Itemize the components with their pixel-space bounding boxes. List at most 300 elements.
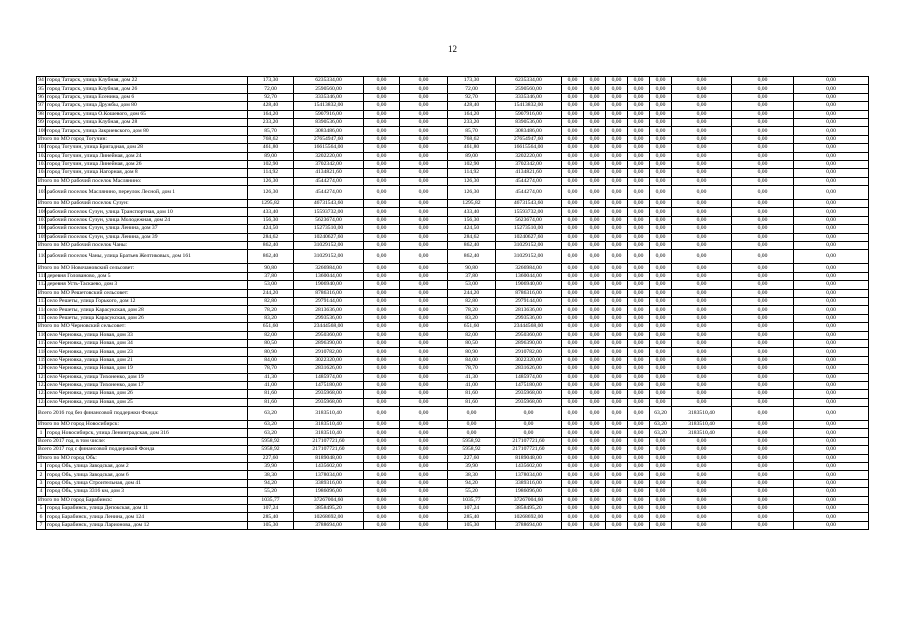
value-cell: 0,00 (448, 429, 496, 437)
value-cell: 0,00 (606, 496, 628, 504)
value-cell: 0,00 (400, 177, 448, 185)
value-cell: 3788694,00 (496, 521, 562, 529)
value-cell: 0,00 (606, 314, 628, 322)
table-row (37, 297, 869, 305)
value-cell: 217107721,60 (496, 446, 562, 454)
value-cell: 2950360,00 (294, 331, 364, 339)
row-number: 114 (38, 306, 47, 313)
row-number: 2 (37, 471, 46, 479)
value-cell: 0,00 (562, 437, 584, 445)
value-cell: 0,00 (650, 513, 672, 521)
value-cell: 0,00 (794, 437, 869, 445)
value-cell: 0,00 (584, 339, 606, 347)
value-cell: 164,20 (248, 110, 294, 118)
value-cell: 4544274,00 (294, 177, 364, 185)
value-cell: 1475180,00 (496, 381, 562, 389)
table-row (37, 513, 869, 521)
value-cell: 0,00 (672, 216, 732, 224)
value-cell: 0,00 (584, 356, 606, 364)
subtotal-row (37, 135, 869, 143)
value-cell: 3202220,00 (294, 152, 364, 160)
value-cell: 1035,77 (248, 496, 294, 504)
value-cell: 6235334,00 (294, 77, 364, 85)
address-cell: город Обь, улица Заводская, дом 6 (46, 471, 248, 479)
row-label: Итого по МО рабочий поселок Маслянино: (37, 177, 248, 185)
value-cell: 651,60 (248, 323, 294, 331)
value-cell: 0,00 (606, 118, 628, 126)
value-cell: 0,00 (606, 488, 628, 496)
value-cell: 3022320,00 (496, 356, 562, 364)
value-cell: 0,00 (672, 110, 732, 118)
value-cell: 0,00 (628, 365, 650, 373)
value-cell: 1360044,00 (294, 272, 364, 280)
value-cell: 0,00 (562, 93, 584, 101)
value-cell: 105,30 (448, 521, 496, 529)
table-row (37, 144, 869, 152)
value-cell: 0,00 (606, 110, 628, 118)
value-cell: 0,00 (606, 323, 628, 331)
subtotal-row (37, 289, 869, 297)
value-cell: 0,00 (584, 200, 606, 208)
value-cell: 0,00 (794, 297, 869, 305)
value-cell: 0,00 (650, 289, 672, 297)
value-cell: 0,00 (364, 421, 400, 429)
value-cell: 0,00 (672, 77, 732, 85)
value-cell: 0,00 (562, 297, 584, 305)
value-cell: 63,20 (248, 429, 294, 437)
value-cell: 0,00 (364, 437, 400, 445)
value-cell: 0,00 (628, 110, 650, 118)
value-cell: 0,00 (562, 186, 584, 200)
address-cell: город Татарск, улица Клубная, дом 26 (46, 85, 248, 93)
value-cell: 1906940,00 (294, 281, 364, 289)
row-number: 111 (38, 273, 46, 279)
value-cell: 0,00 (650, 446, 672, 454)
value-cell: 862,40 (448, 242, 496, 250)
value-cell: 8786316,00 (496, 289, 562, 297)
value-cell: 0,00 (732, 437, 794, 445)
value-cell: 0,00 (562, 348, 584, 356)
value-cell: 0,00 (794, 169, 869, 177)
value-cell: 0,00 (400, 314, 448, 322)
value-cell: 0,00 (672, 177, 732, 185)
value-cell: 0,00 (364, 513, 400, 521)
value-cell: 3702342,00 (294, 160, 364, 168)
table-row (37, 110, 869, 118)
value-cell: 0,00 (794, 381, 869, 389)
value-cell: 0,00 (650, 488, 672, 496)
value-cell: 0,00 (628, 272, 650, 280)
value-cell: 0,00 (400, 331, 448, 339)
value-cell: 15413832,00 (496, 102, 562, 110)
subtotal-row (37, 264, 869, 272)
value-cell: 0,00 (732, 521, 794, 529)
value-cell: 0,00 (584, 454, 606, 462)
value-cell: 0,00 (584, 390, 606, 398)
table-row (37, 186, 869, 200)
value-cell: 0,00 (628, 160, 650, 168)
value-cell: 0,00 (606, 85, 628, 93)
address-cell: рабочий поселок Маслянино, переулок Лесной, дом 1 (46, 186, 248, 200)
value-cell: 126,30 (448, 186, 496, 200)
value-cell: 0,00 (400, 521, 448, 529)
value-cell: 5958,92 (248, 437, 294, 445)
value-cell: 4134821,60 (294, 169, 364, 177)
address-cell: город Тогучин, улица Линейная, дом 26 (46, 160, 248, 168)
value-cell: 0,00 (628, 127, 650, 135)
value-cell: 0,00 (584, 85, 606, 93)
value-cell: 0,00 (628, 152, 650, 160)
value-cell: 0,00 (496, 421, 562, 429)
value-cell: 0,00 (794, 281, 869, 289)
value-cell: 0,00 (628, 85, 650, 93)
value-cell: 0,00 (400, 85, 448, 93)
value-cell: 0,00 (400, 118, 448, 126)
value-cell: 0,00 (364, 135, 400, 143)
value-cell: 0,00 (364, 348, 400, 356)
value-cell: 0,00 (794, 250, 869, 264)
value-cell: 0,00 (562, 323, 584, 331)
value-cell: 0,00 (562, 127, 584, 135)
value-cell: 0,00 (562, 289, 584, 297)
value-cell: 0,00 (606, 306, 628, 314)
value-cell: 0,00 (794, 398, 869, 406)
value-cell: 1435602,00 (496, 463, 562, 471)
value-cell: 0,00 (400, 365, 448, 373)
row-label: Итого по МО рабочий поселок Чаны: (37, 242, 248, 250)
value-cell: 0,00 (400, 479, 448, 487)
value-cell: 1485974,00 (496, 373, 562, 381)
value-cell: 3183510,40 (672, 407, 732, 421)
value-cell: 5958,92 (448, 437, 496, 445)
value-cell: 0,00 (606, 135, 628, 143)
value-cell: 0,00 (650, 365, 672, 373)
value-cell: 0,00 (732, 85, 794, 93)
value-cell: 0,00 (794, 264, 869, 272)
table-row (37, 127, 869, 135)
value-cell: 0,00 (732, 216, 794, 224)
value-cell: 0,00 (562, 488, 584, 496)
value-cell: 63,20 (650, 429, 672, 437)
value-cell: 0,00 (584, 242, 606, 250)
value-cell: 0,00 (400, 297, 448, 305)
value-cell: 0,00 (606, 289, 628, 297)
table-row (37, 488, 869, 496)
row-number: 101 (38, 144, 47, 151)
value-cell: 0,00 (606, 446, 628, 454)
value-cell: 0,00 (650, 77, 672, 85)
value-cell: 0,00 (732, 297, 794, 305)
value-cell: 0,00 (672, 118, 732, 126)
value-cell: 0,00 (650, 160, 672, 168)
value-cell: 227,60 (248, 454, 294, 462)
value-cell: 0,00 (400, 504, 448, 512)
value-cell: 31029152,00 (294, 242, 364, 250)
value-cell: 0,00 (584, 446, 606, 454)
value-cell: 0,00 (732, 250, 794, 264)
value-cell: 0,00 (606, 365, 628, 373)
address-cell: рабочий поселок Сузун, улица Ленина, дом 39 (46, 233, 248, 241)
value-cell: 0,00 (794, 513, 869, 521)
value-cell: 0,00 (606, 208, 628, 216)
value-cell: 0,00 (364, 200, 400, 208)
address-cell: город Обь, улица 3316 км, дом 3 (46, 488, 248, 496)
value-cell: 244,20 (448, 289, 496, 297)
value-cell: 0,00 (606, 429, 628, 437)
value-cell: 0,00 (732, 356, 794, 364)
value-cell: 0,00 (584, 127, 606, 135)
value-cell: 0,00 (794, 463, 869, 471)
value-cell: 0,00 (650, 496, 672, 504)
value-cell: 0,00 (794, 272, 869, 280)
table-row (37, 118, 869, 126)
value-cell: 23444568,00 (496, 323, 562, 331)
value-cell: 0,00 (628, 504, 650, 512)
table-row (37, 521, 869, 529)
value-cell: 0,00 (794, 110, 869, 118)
value-cell: 0,00 (672, 200, 732, 208)
value-cell: 10268692,00 (294, 513, 364, 521)
value-cell: 0,00 (584, 264, 606, 272)
value-cell: 0,00 (562, 225, 584, 233)
row-number: 3 (37, 479, 46, 487)
value-cell: 0,00 (562, 496, 584, 504)
value-cell: 0,00 (400, 348, 448, 356)
value-cell: 15593732,00 (294, 208, 364, 216)
value-cell: 0,00 (650, 264, 672, 272)
value-cell: 0,00 (672, 521, 732, 529)
value-cell: 0,00 (732, 429, 794, 437)
value-cell: 41,00 (448, 381, 496, 389)
value-cell: 0,00 (364, 160, 400, 168)
value-cell: 0,00 (794, 407, 869, 421)
value-cell: 0,00 (364, 488, 400, 496)
address-cell: рабочий поселок Сузун, улица Молодежная, дом 24 (46, 216, 248, 224)
value-cell: 0,00 (364, 127, 400, 135)
value-cell: 0,00 (364, 521, 400, 529)
value-cell: 107,24 (448, 504, 496, 512)
value-cell: 0,00 (584, 314, 606, 322)
address-cell: город Татарск, улица Есенина, дом 6 (46, 93, 248, 101)
value-cell: 0,00 (400, 463, 448, 471)
value-cell: 1360044,00 (496, 272, 562, 280)
value-cell: 0,00 (672, 250, 732, 264)
value-cell: 0,00 (400, 289, 448, 297)
value-cell: 0,00 (606, 390, 628, 398)
value-cell: 0,00 (400, 127, 448, 135)
value-cell: 0,00 (650, 521, 672, 529)
value-cell: 0,00 (562, 407, 584, 421)
row-number: 122 (38, 382, 47, 389)
value-cell: 0,00 (400, 471, 448, 479)
value-cell: 0,00 (364, 365, 400, 373)
value-cell: 2950360,00 (496, 331, 562, 339)
value-cell: 0,00 (400, 216, 448, 224)
address-cell: село Черновка, улица Новая, дом 23 (46, 348, 248, 356)
value-cell: 0,00 (606, 356, 628, 364)
value-cell: 2813636,00 (294, 306, 364, 314)
value-cell: 0,00 (672, 93, 732, 101)
value-cell: 0,00 (562, 454, 584, 462)
value-cell: 0,00 (650, 348, 672, 356)
value-cell: 39,90 (248, 463, 294, 471)
value-cell: 0,00 (732, 118, 794, 126)
value-cell: 0,00 (400, 186, 448, 200)
value-cell: 2896390,00 (496, 339, 562, 347)
value-cell: 0,00 (584, 421, 606, 429)
value-cell: 0,00 (650, 135, 672, 143)
value-cell: 114,92 (448, 169, 496, 177)
address-cell: город Татарск, улица Закриевского, дом 80 (46, 127, 248, 135)
value-cell: 0,00 (650, 323, 672, 331)
value-cell: 81,60 (448, 390, 496, 398)
value-cell: 92,70 (448, 93, 496, 101)
value-cell: 78,70 (448, 365, 496, 373)
subtotal-row (37, 242, 869, 250)
value-cell: 31029152,00 (496, 250, 562, 264)
value-cell: 0,00 (584, 429, 606, 437)
value-cell: 63,20 (248, 421, 294, 429)
value-cell: 80,50 (248, 339, 294, 347)
value-cell: 0,00 (650, 471, 672, 479)
value-cell: 0,00 (672, 446, 732, 454)
value-cell: 5907916,00 (496, 110, 562, 118)
value-cell: 3702342,00 (496, 160, 562, 168)
value-cell: 2910782,00 (496, 348, 562, 356)
value-cell: 0,00 (400, 381, 448, 389)
value-cell: 0,00 (732, 169, 794, 177)
row-number: 95 (38, 85, 44, 92)
value-cell: 0,00 (650, 110, 672, 118)
row-number: 94 (38, 77, 44, 84)
value-cell: 0,00 (562, 398, 584, 406)
table-row (37, 272, 869, 280)
value-cell: 0,00 (584, 110, 606, 118)
value-cell: 0,00 (584, 225, 606, 233)
value-cell: 0,00 (364, 314, 400, 322)
value-cell: 0,00 (400, 233, 448, 241)
value-cell: 0,00 (628, 242, 650, 250)
address-cell: город Тогучин, улица Линейная, дом 24 (46, 152, 248, 160)
address-cell: город Татарск, улица Клубная, дом 22 (46, 77, 248, 85)
table-row (37, 463, 869, 471)
value-cell: 217107721,60 (294, 446, 364, 454)
value-cell: 0,00 (628, 250, 650, 264)
value-cell: 0,00 (400, 169, 448, 177)
value-cell: 0,00 (606, 521, 628, 529)
value-cell: 0,00 (794, 85, 869, 93)
value-cell: 0,00 (400, 102, 448, 110)
value-cell: 0,00 (400, 93, 448, 101)
value-cell: 0,00 (364, 390, 400, 398)
value-cell: 0,00 (584, 177, 606, 185)
value-cell: 126,30 (448, 177, 496, 185)
value-cell: 0,00 (672, 281, 732, 289)
value-cell: 0,00 (584, 365, 606, 373)
value-cell: 0,00 (364, 110, 400, 118)
value-cell: 107,24 (248, 504, 294, 512)
value-cell: 0,00 (672, 102, 732, 110)
value-cell: 38,30 (248, 471, 294, 479)
value-cell: 0,00 (794, 233, 869, 241)
value-cell: 0,00 (606, 225, 628, 233)
value-cell: 0,00 (606, 281, 628, 289)
value-cell: 46731543,60 (294, 200, 364, 208)
value-cell: 428,40 (248, 102, 294, 110)
value-cell: 81,60 (248, 398, 294, 406)
value-cell: 102,90 (248, 160, 294, 168)
value-cell: 0,00 (672, 365, 732, 373)
value-cell: 173,30 (248, 77, 294, 85)
value-cell: 0,00 (364, 242, 400, 250)
address-cell: город Тогучин, улица Бригадная, дом 28 (46, 144, 248, 152)
value-cell: 0,00 (606, 331, 628, 339)
value-cell: 0,00 (672, 85, 732, 93)
value-cell: 78,20 (448, 306, 496, 314)
value-cell: 0,00 (672, 264, 732, 272)
value-cell: 0,00 (584, 297, 606, 305)
value-cell: 0,00 (732, 390, 794, 398)
value-cell: 8786316,00 (294, 289, 364, 297)
value-cell: 0,00 (584, 479, 606, 487)
value-cell: 0,00 (562, 264, 584, 272)
row-number: 107 (38, 217, 47, 224)
value-cell: 3183510,40 (672, 429, 732, 437)
table-row (37, 504, 869, 512)
value-cell: 0,00 (364, 496, 400, 504)
value-cell: 0,00 (606, 381, 628, 389)
value-cell: 0,00 (400, 306, 448, 314)
value-cell: 1378034,00 (294, 471, 364, 479)
value-cell: 0,00 (732, 373, 794, 381)
value-cell: 0,00 (584, 331, 606, 339)
value-cell: 3183510,40 (672, 421, 732, 429)
row-label: Всего 2016 год без финансовой поддержки Фонда: (37, 407, 248, 421)
row-number: 1 (37, 463, 46, 471)
value-cell: 0,00 (606, 200, 628, 208)
table-row (37, 77, 869, 85)
address-cell: село Черновка, улица Новая, дом 33 (46, 331, 248, 339)
value-cell: 41,30 (248, 373, 294, 381)
value-cell: 2935968,00 (294, 390, 364, 398)
value-cell: 5623674,00 (496, 216, 562, 224)
row-label: Всего 2017 год, в том числе: (37, 437, 248, 445)
value-cell: 0,00 (650, 177, 672, 185)
value-cell: 0,00 (400, 339, 448, 347)
value-cell: 0,00 (400, 496, 448, 504)
value-cell: 23444568,00 (294, 323, 364, 331)
value-cell: 0,00 (650, 250, 672, 264)
value-cell: 0,00 (364, 93, 400, 101)
value-cell: 0,00 (650, 85, 672, 93)
address-cell: село Черновка, улица Новая, дом 19 (46, 365, 248, 373)
value-cell: 0,00 (650, 127, 672, 135)
value-cell: 0,00 (364, 118, 400, 126)
value-cell: 0,00 (364, 102, 400, 110)
value-cell: 0,00 (794, 160, 869, 168)
value-cell: 0,00 (562, 390, 584, 398)
value-cell: 0,00 (606, 177, 628, 185)
page-number: 12 (448, 44, 457, 54)
value-cell: 0,00 (628, 348, 650, 356)
value-cell: 0,00 (606, 437, 628, 445)
value-cell: 0,00 (732, 314, 794, 322)
value-cell: 0,00 (794, 348, 869, 356)
value-cell: 0,00 (628, 373, 650, 381)
value-cell: 10240627,60 (496, 233, 562, 241)
value-cell: 0,00 (562, 306, 584, 314)
value-cell: 0,00 (364, 407, 400, 421)
